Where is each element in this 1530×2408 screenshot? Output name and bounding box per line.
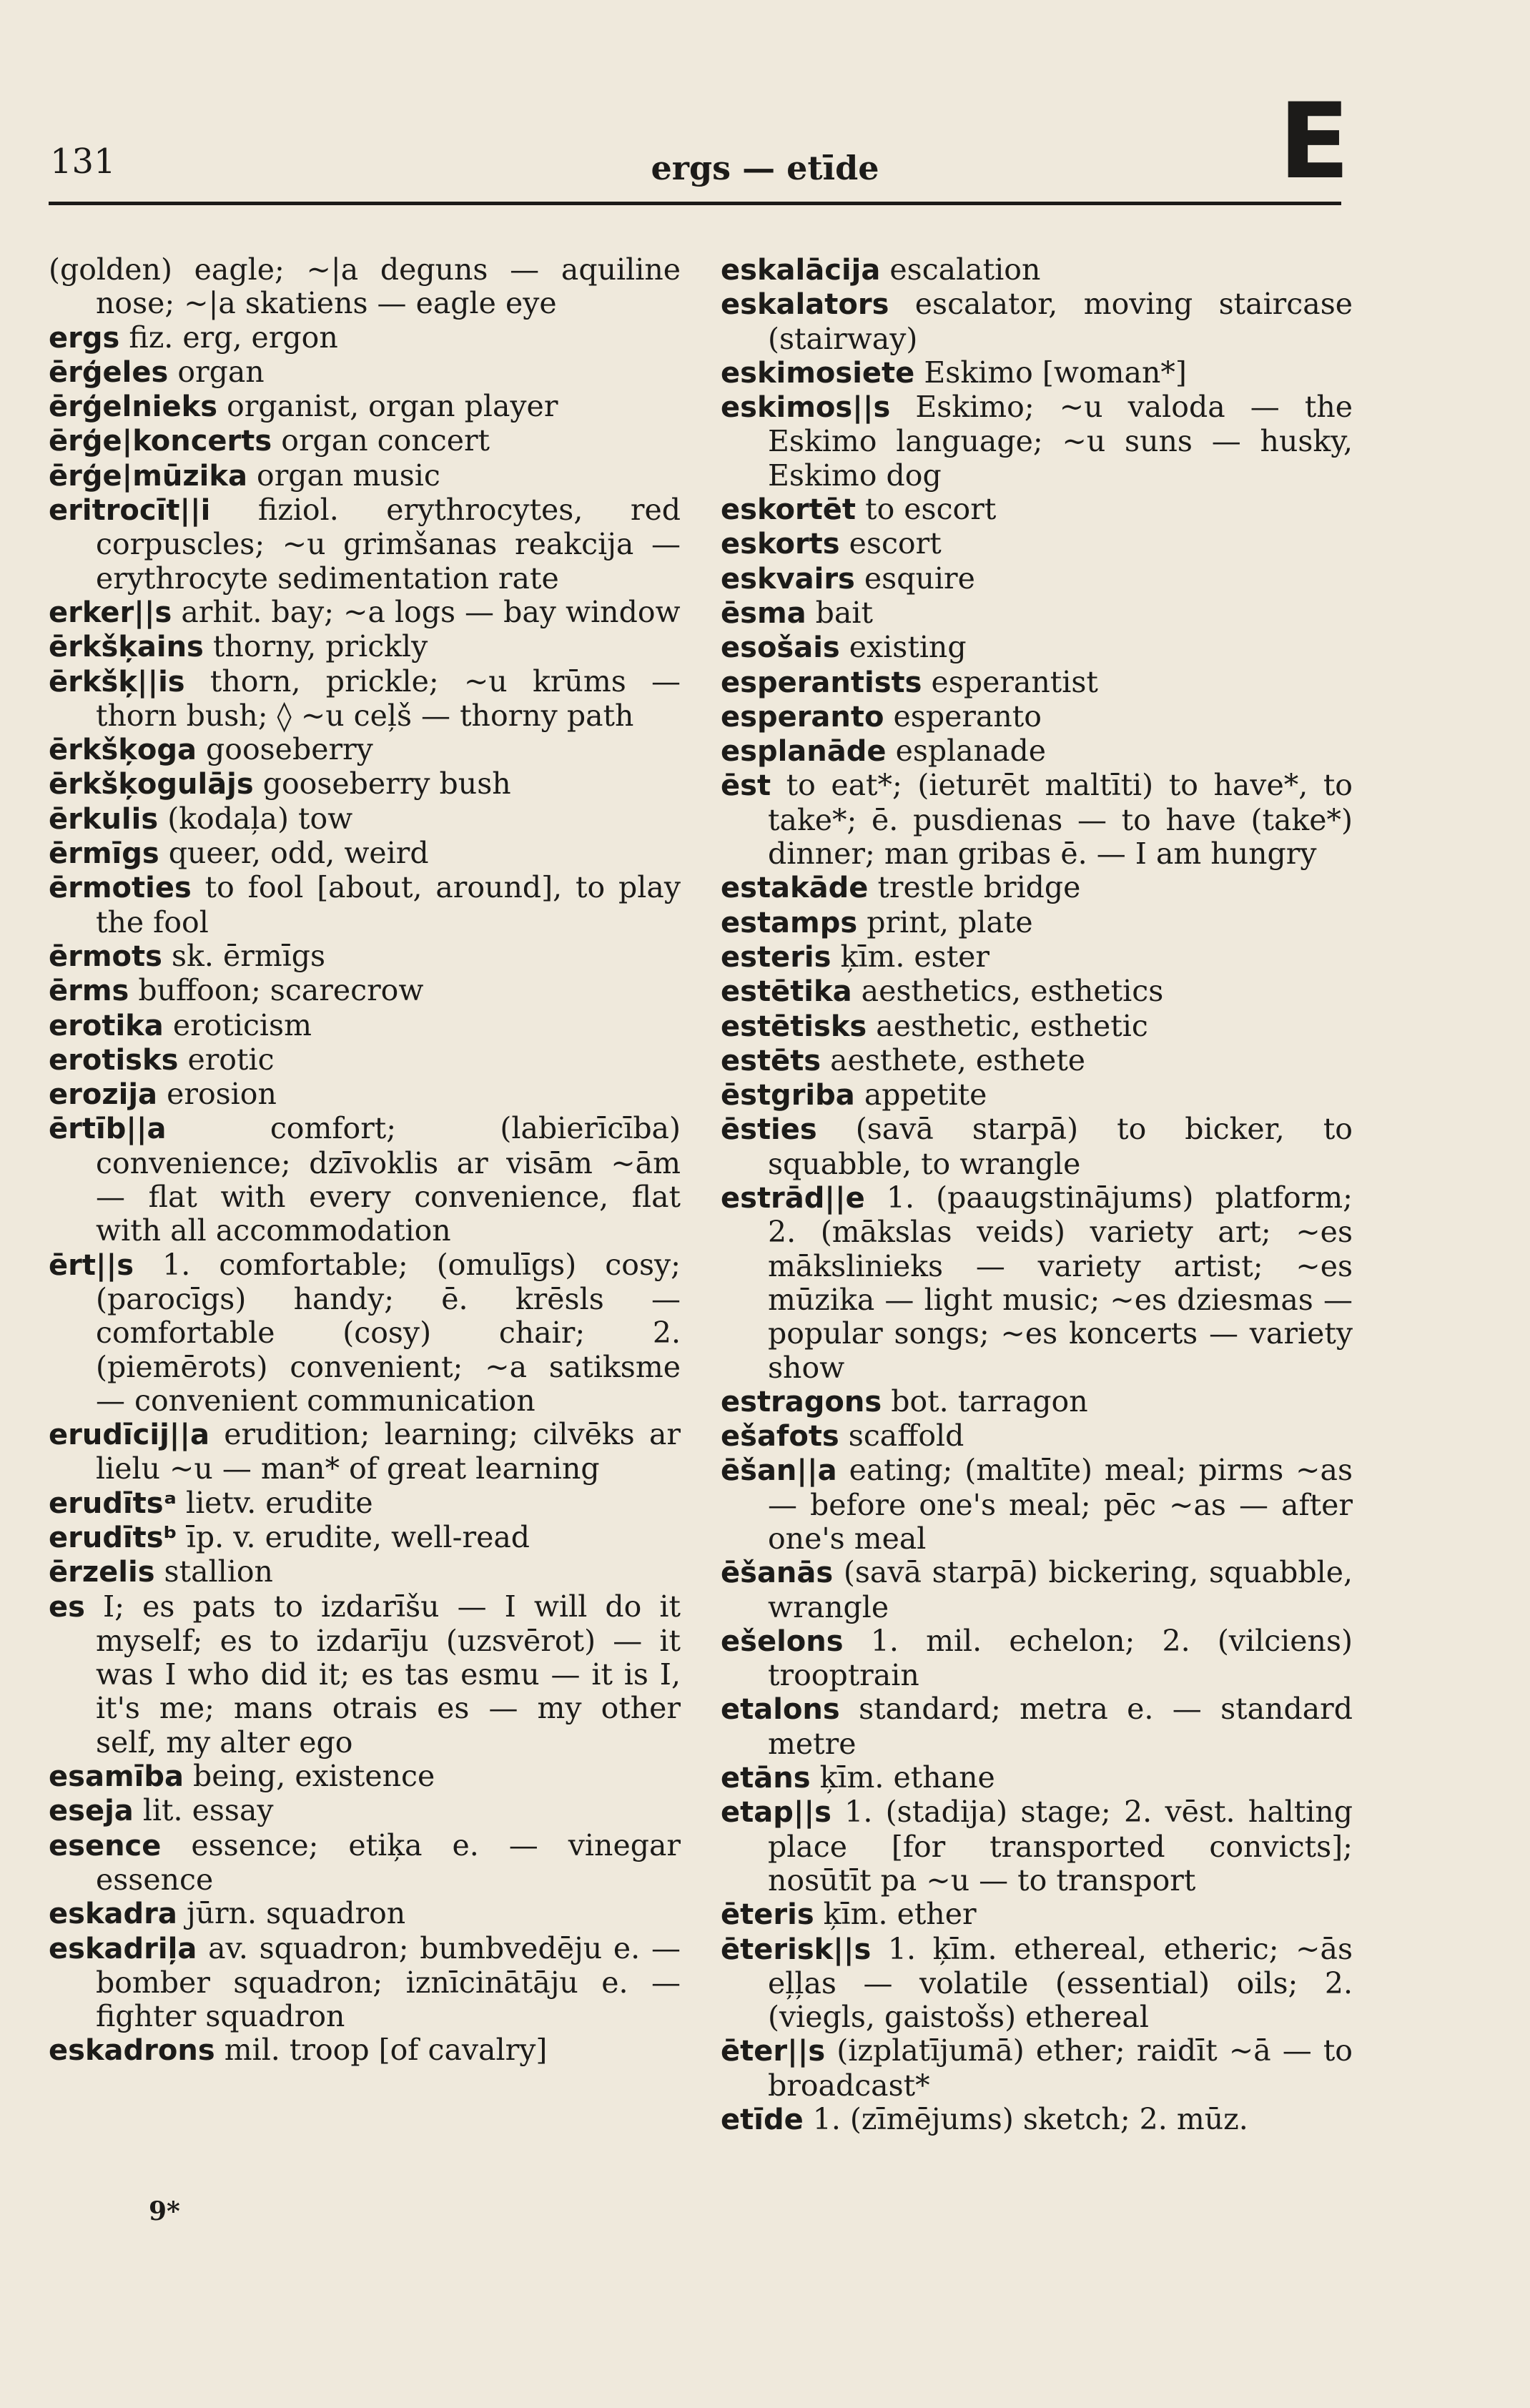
dictionary-entry bbox=[49, 939, 681, 974]
entry-definition: ķīm. ether bbox=[823, 1897, 977, 1932]
entry-headword: estētisks bbox=[721, 1010, 867, 1043]
entry-headword: ērmots bbox=[49, 939, 162, 973]
entry-headword: etāns bbox=[721, 1762, 811, 1795]
entry-definition: gooseberry bbox=[206, 732, 373, 767]
entry-definition: 1. (stadija) stage; 2. vēst. halting place [for transported convicts]; nosūtīt pa ~u — to transport bbox=[768, 1795, 1353, 1898]
entry-headword: ešelons bbox=[721, 1624, 844, 1658]
dictionary-entry bbox=[49, 1112, 681, 1248]
entry-definition: av. squadron; bumbvedēju e. — bomber squadron; iznīcinātāju e. — fighter squadron bbox=[96, 1930, 681, 2034]
entry-headword: ēter||s bbox=[721, 2035, 826, 2068]
dictionary-entry bbox=[49, 802, 681, 837]
entry-headword: ērkšķogulājs bbox=[49, 768, 254, 801]
entry-headword: ērms bbox=[49, 974, 129, 1008]
entry-definition: aesthete, esthete bbox=[830, 1042, 1086, 1077]
entry-definition: 1. (paaugstinājums) platform; 2. (mākslas veids) variety art; ~es mākslinieks — variety artist; ~es mūzika — light music; ~es dziesmas — popular songs; ~es koncerts — variety show bbox=[768, 1180, 1353, 1385]
entry-definition: organist, organ player bbox=[227, 389, 558, 424]
entry-definition: to fool [about, around], to play the fool bbox=[96, 870, 681, 939]
dictionary-entry bbox=[49, 1418, 681, 1486]
entry-headword: eskvairs bbox=[721, 562, 855, 596]
dictionary-entry bbox=[49, 733, 681, 767]
entry-definition: thorn, prickle; ~u krūms — thorn bush; ◊ ~u ceļš — thorny path bbox=[96, 663, 681, 733]
dictionary-entry bbox=[49, 1043, 681, 1077]
dictionary-entry bbox=[49, 390, 681, 424]
entry-headword: ērģelnieks bbox=[49, 390, 218, 424]
entry-headword: eskorts bbox=[721, 528, 840, 561]
dictionary-entry bbox=[721, 390, 1353, 493]
dictionary-entry bbox=[49, 493, 681, 596]
dictionary-entry bbox=[721, 562, 1353, 596]
entry-definition: escort bbox=[849, 526, 942, 561]
entry-definition: to escort bbox=[865, 492, 997, 527]
dictionary-entry bbox=[721, 1078, 1353, 1112]
entry-headword: eritrocīt||i bbox=[49, 494, 211, 528]
entry-definition: esplanade bbox=[895, 734, 1047, 769]
right-column bbox=[721, 253, 1353, 2137]
entry-definition: thorny, prickly bbox=[212, 629, 428, 664]
entry-headword: ergs bbox=[49, 321, 120, 355]
dictionary-entry bbox=[721, 1044, 1353, 1078]
entry-definition: (golden) eagle; ~|a deguns — aquiline nose; ~|a skatiens — eagle eye bbox=[49, 252, 681, 321]
dictionary-entry bbox=[721, 1933, 1353, 2035]
entry-definition: erudition; learning; cilvēks ar lielu ~u — man* of great learning bbox=[96, 1417, 681, 1486]
dictionary-entry bbox=[49, 871, 681, 939]
dictionary-entry bbox=[49, 1248, 681, 1418]
entry-definition: print, plate bbox=[867, 904, 1033, 939]
entry-headword: ēstgriba bbox=[721, 1079, 855, 1112]
entry-headword: erotisks bbox=[49, 1043, 179, 1077]
dictionary-entry bbox=[721, 1795, 1353, 1898]
entry-headword: ēsties bbox=[721, 1113, 817, 1147]
entry-headword: ērkšķoga bbox=[49, 734, 197, 767]
entry-definition: erotic bbox=[187, 1042, 275, 1077]
entry-headword: esteris bbox=[721, 940, 831, 974]
entry-headword: eskortēt bbox=[721, 493, 857, 527]
dictionary-entry bbox=[721, 527, 1353, 561]
entry-headword: ērmoties bbox=[49, 872, 192, 905]
section-letter: E bbox=[1278, 81, 1350, 202]
entry-definition: existing bbox=[849, 630, 967, 665]
dictionary-entry bbox=[721, 253, 1353, 287]
entry-headword: estēts bbox=[721, 1044, 821, 1077]
dictionary-entry bbox=[49, 1555, 681, 1589]
entry-definition: Eskimo; ~u valoda — the Eskimo language; ~u suns — husky, Eskimo dog bbox=[768, 390, 1353, 493]
dictionary-entry bbox=[721, 1692, 1353, 1761]
dictionary-entry bbox=[721, 1454, 1353, 1556]
entry-definition: fiziol. erythrocytes, red corpuscles; ~u grimšanas reakcija — erythrocyte sedimentation rate bbox=[96, 493, 681, 596]
entry-headword: eskadrons bbox=[49, 2034, 215, 2068]
dictionary-entry bbox=[49, 837, 681, 871]
header-rule bbox=[49, 202, 1341, 205]
entry-headword: estamps bbox=[721, 906, 858, 939]
entry-headword: ērģeles bbox=[49, 355, 169, 389]
dictionary-entry bbox=[49, 2033, 681, 2068]
entry-headword: estētika bbox=[721, 975, 852, 1009]
entry-headword: eskadriļa bbox=[49, 1932, 197, 1965]
entry-definition: ķīm. ester bbox=[840, 939, 990, 974]
dictionary-entry bbox=[49, 665, 681, 734]
running-head: ergs — etīde bbox=[651, 149, 879, 187]
entry-definition: jūrn. squadron bbox=[186, 1896, 406, 1931]
entry-definition: 1. (zīmējums) sketch; 2. mūz. bbox=[812, 2102, 1248, 2137]
entry-definition: 1. mil. echelon; 2. (vilciens) trooptrain bbox=[768, 1623, 1353, 1693]
dictionary-entry bbox=[49, 1760, 681, 1794]
dictionary-entry bbox=[49, 596, 681, 630]
dictionary-entry bbox=[721, 2034, 1353, 2103]
entry-definition: gooseberry bush bbox=[262, 766, 511, 801]
entry-definition: arhit. bay; ~a logs — bay window bbox=[181, 594, 681, 629]
dictionary-entry bbox=[721, 734, 1353, 769]
dictionary-entry bbox=[721, 974, 1353, 1009]
dictionary-entry bbox=[721, 1181, 1353, 1385]
entry-headword: estrād||e bbox=[721, 1182, 865, 1215]
entry-definition: eroticism bbox=[172, 1007, 312, 1042]
dictionary-entry bbox=[49, 1829, 681, 1898]
entry-headword: ērt||s bbox=[49, 1248, 134, 1282]
entry-headword: eskalators bbox=[721, 288, 889, 322]
dictionary-entry bbox=[49, 1794, 681, 1828]
entry-headword: ēst bbox=[721, 769, 771, 803]
entry-definition: eating; (maltīte) meal; pirms ~as — before one's meal; pēc ~as — after one's meal bbox=[768, 1453, 1353, 1556]
entry-definition: 1. ķīm. ethereal, etheric; ~ās eļļas — volatile (essential) oils; 2. (viegls, gaistošs) ethereal bbox=[768, 1931, 1353, 2035]
entry-headword: erudīcij||a bbox=[49, 1418, 210, 1452]
entry-definition: aesthetic, esthetic bbox=[876, 1008, 1148, 1043]
dictionary-entry bbox=[49, 1897, 681, 1931]
entry-definition: being, existence bbox=[193, 1759, 435, 1794]
entry-definition: bait bbox=[815, 595, 873, 630]
entry-headword: ērtīb||a bbox=[49, 1112, 167, 1146]
entry-definition: erosion bbox=[167, 1077, 277, 1112]
entry-definition: escalator, moving staircase (stairway) bbox=[768, 287, 1353, 356]
entry-headword: ērkšķains bbox=[49, 631, 204, 664]
entry-definition: īp. v. erudite, well-read bbox=[186, 1519, 530, 1554]
dictionary-entry bbox=[721, 1385, 1353, 1419]
entry-definition: queer, odd, weird bbox=[168, 836, 429, 871]
entry-headword: estragons bbox=[721, 1385, 882, 1418]
entry-headword: esošais bbox=[721, 631, 840, 665]
dictionary-entry bbox=[49, 630, 681, 664]
entry-definition: fiz. erg, ergon bbox=[129, 320, 338, 355]
dictionary-entry bbox=[49, 974, 681, 1008]
entry-definition: (izplatījumā) ether; raidīt ~ā — to broadcast* bbox=[768, 2033, 1353, 2103]
dictionary-entry bbox=[721, 769, 1353, 871]
entry-definition: sk. ērmīgs bbox=[172, 938, 326, 973]
entry-definition: bot. tarragon bbox=[891, 1383, 1088, 1418]
dictionary-entry bbox=[49, 1077, 681, 1112]
dictionary-entry bbox=[49, 355, 681, 390]
entry-headword: esplanāde bbox=[721, 735, 887, 769]
entry-headword: esperanto bbox=[721, 700, 884, 734]
dictionary-entry bbox=[721, 940, 1353, 974]
entry-definition: buffoon; scarecrow bbox=[138, 973, 424, 1008]
dictionary-entry bbox=[721, 493, 1353, 527]
entry-headword: erotika bbox=[49, 1009, 164, 1042]
dictionary-entry bbox=[721, 1419, 1353, 1454]
entry-headword: esamība bbox=[49, 1760, 184, 1794]
dictionary-entry bbox=[49, 1486, 681, 1521]
entry-headword: esence bbox=[49, 1829, 162, 1862]
entry-headword: erudītsᵃ bbox=[49, 1486, 177, 1520]
entry-definition: stallion bbox=[164, 1554, 273, 1589]
dictionary-entry bbox=[49, 459, 681, 493]
entry-headword: etīde bbox=[721, 2103, 804, 2137]
entry-headword: ēšan||a bbox=[721, 1454, 837, 1488]
dictionary-entry bbox=[721, 1624, 1353, 1693]
entry-headword: eskadra bbox=[49, 1898, 177, 1931]
entry-definition: esperanto bbox=[893, 699, 1042, 734]
entry-headword: eskimosiete bbox=[721, 356, 915, 390]
entry-headword: ērģe|koncerts bbox=[49, 425, 272, 458]
entry-headword: ēsma bbox=[721, 596, 806, 630]
entry-headword: ērkulis bbox=[49, 802, 159, 836]
dictionary-entry bbox=[49, 253, 681, 321]
entry-headword: erker||s bbox=[49, 596, 172, 629]
entry-headword: etalons bbox=[721, 1693, 840, 1727]
dictionary-entry bbox=[721, 2103, 1353, 2137]
entry-headword: ērkšķ||is bbox=[49, 665, 185, 699]
dictionary-entry bbox=[721, 1898, 1353, 1932]
dictionary-entry bbox=[721, 1761, 1353, 1795]
entry-definition: organ concert bbox=[281, 423, 490, 458]
dictionary-entry bbox=[721, 871, 1353, 905]
entry-definition: comfort; (labierīcība) convenience; dzīvoklis ar visām ~ām — flat with every convenience, flat with all accommodation bbox=[96, 1111, 681, 1248]
entry-definition: organ music bbox=[257, 458, 440, 493]
dictionary-entry bbox=[721, 1556, 1353, 1624]
entry-definition: mil. troop [of cavalry] bbox=[224, 2033, 548, 2068]
entry-headword: ēšanās bbox=[721, 1556, 834, 1590]
entry-headword: ešafots bbox=[721, 1420, 839, 1454]
entry-headword: esperantists bbox=[721, 666, 922, 699]
dictionary-entry bbox=[49, 1590, 681, 1760]
entry-definition: 1. comfortable; (omulīgs) cosy; (parocīgs) handy; ē. krēsls — comfortable (cosy) chair; 2. (piemērots) convenient; ~a satiksme — convenient communication bbox=[96, 1247, 681, 1418]
signature-mark: 9* bbox=[149, 2196, 180, 2226]
entry-headword: ēteris bbox=[721, 1898, 814, 1932]
dictionary-entry bbox=[49, 1521, 681, 1555]
entry-definition: organ bbox=[177, 354, 265, 389]
entry-definition: esperantist bbox=[931, 664, 1098, 699]
entry-definition: appetite bbox=[864, 1077, 987, 1112]
entry-headword: es bbox=[49, 1590, 85, 1624]
entry-definition: I; es pats to izdarīšu — I will do it myself; es to izdarīju (uzsvērot) — it was I who did it; es tas esmu — it is I, it's me; mans otrais es — my other self, my alter ego bbox=[96, 1589, 681, 1760]
entry-headword: ēterisk||s bbox=[721, 1933, 872, 1966]
entry-definition: (savā starpā) to bicker, to squabble, to wrangle bbox=[768, 1112, 1353, 1181]
dictionary-entry bbox=[721, 596, 1353, 631]
entry-definition: escalation bbox=[889, 252, 1041, 287]
entry-headword: erudītsᵇ bbox=[49, 1521, 177, 1554]
entry-headword: eseja bbox=[49, 1795, 134, 1828]
entry-definition: esquire bbox=[864, 561, 975, 596]
dictionary-entry bbox=[721, 700, 1353, 734]
entry-definition: aesthetics, esthetics bbox=[861, 974, 1164, 1009]
page-number-top: 131 bbox=[50, 142, 116, 182]
left-column bbox=[49, 253, 681, 2068]
entry-definition: (savā starpā) bickering, squabble, wrangle bbox=[768, 1555, 1353, 1624]
entry-definition: essence; etiķa e. — vinegar essence bbox=[96, 1827, 681, 1897]
entry-definition: scaffold bbox=[848, 1418, 964, 1454]
entry-headword: ērģe|mūzika bbox=[49, 459, 247, 493]
entry-headword: ērzelis bbox=[49, 1556, 155, 1589]
entry-definition: to eat*; (ieturēt maltīti) to have*, to take*; ē. pusdienas — to have (take*) dinner; man gribas ē. — I am hungry bbox=[768, 768, 1353, 872]
dictionary-entry bbox=[721, 356, 1353, 390]
dictionary-entry bbox=[721, 631, 1353, 665]
entry-headword: estakāde bbox=[721, 872, 869, 905]
entry-headword: etap||s bbox=[721, 1796, 831, 1830]
dictionary-entry bbox=[721, 287, 1353, 356]
entry-headword: eskimos||s bbox=[721, 391, 891, 425]
entry-headword: ērmīgs bbox=[49, 837, 159, 871]
dictionary-entry bbox=[49, 1932, 681, 2034]
dictionary-entry bbox=[721, 666, 1353, 700]
entry-definition: Eskimo [woman*] bbox=[924, 355, 1187, 390]
dictionary-entry bbox=[49, 767, 681, 801]
dictionary-entry bbox=[49, 1009, 681, 1043]
entry-definition: standard; metra e. — standard metre bbox=[768, 1692, 1353, 1761]
entry-definition: (kodaļa) tow bbox=[167, 801, 353, 836]
dictionary-entry bbox=[721, 1010, 1353, 1044]
dictionary-entry bbox=[721, 1112, 1353, 1181]
entry-definition: ķīm. ethane bbox=[819, 1760, 995, 1795]
dictionary-entry bbox=[49, 321, 681, 355]
entry-definition: trestle bridge bbox=[877, 870, 1081, 905]
entry-headword: eskalācija bbox=[721, 254, 881, 287]
entry-headword: erozija bbox=[49, 1078, 158, 1112]
dictionary-entry bbox=[49, 424, 681, 458]
entry-definition: lit. essay bbox=[142, 1793, 274, 1828]
dictionary-entry bbox=[721, 906, 1353, 940]
entry-definition: lietv. erudite bbox=[185, 1485, 373, 1520]
